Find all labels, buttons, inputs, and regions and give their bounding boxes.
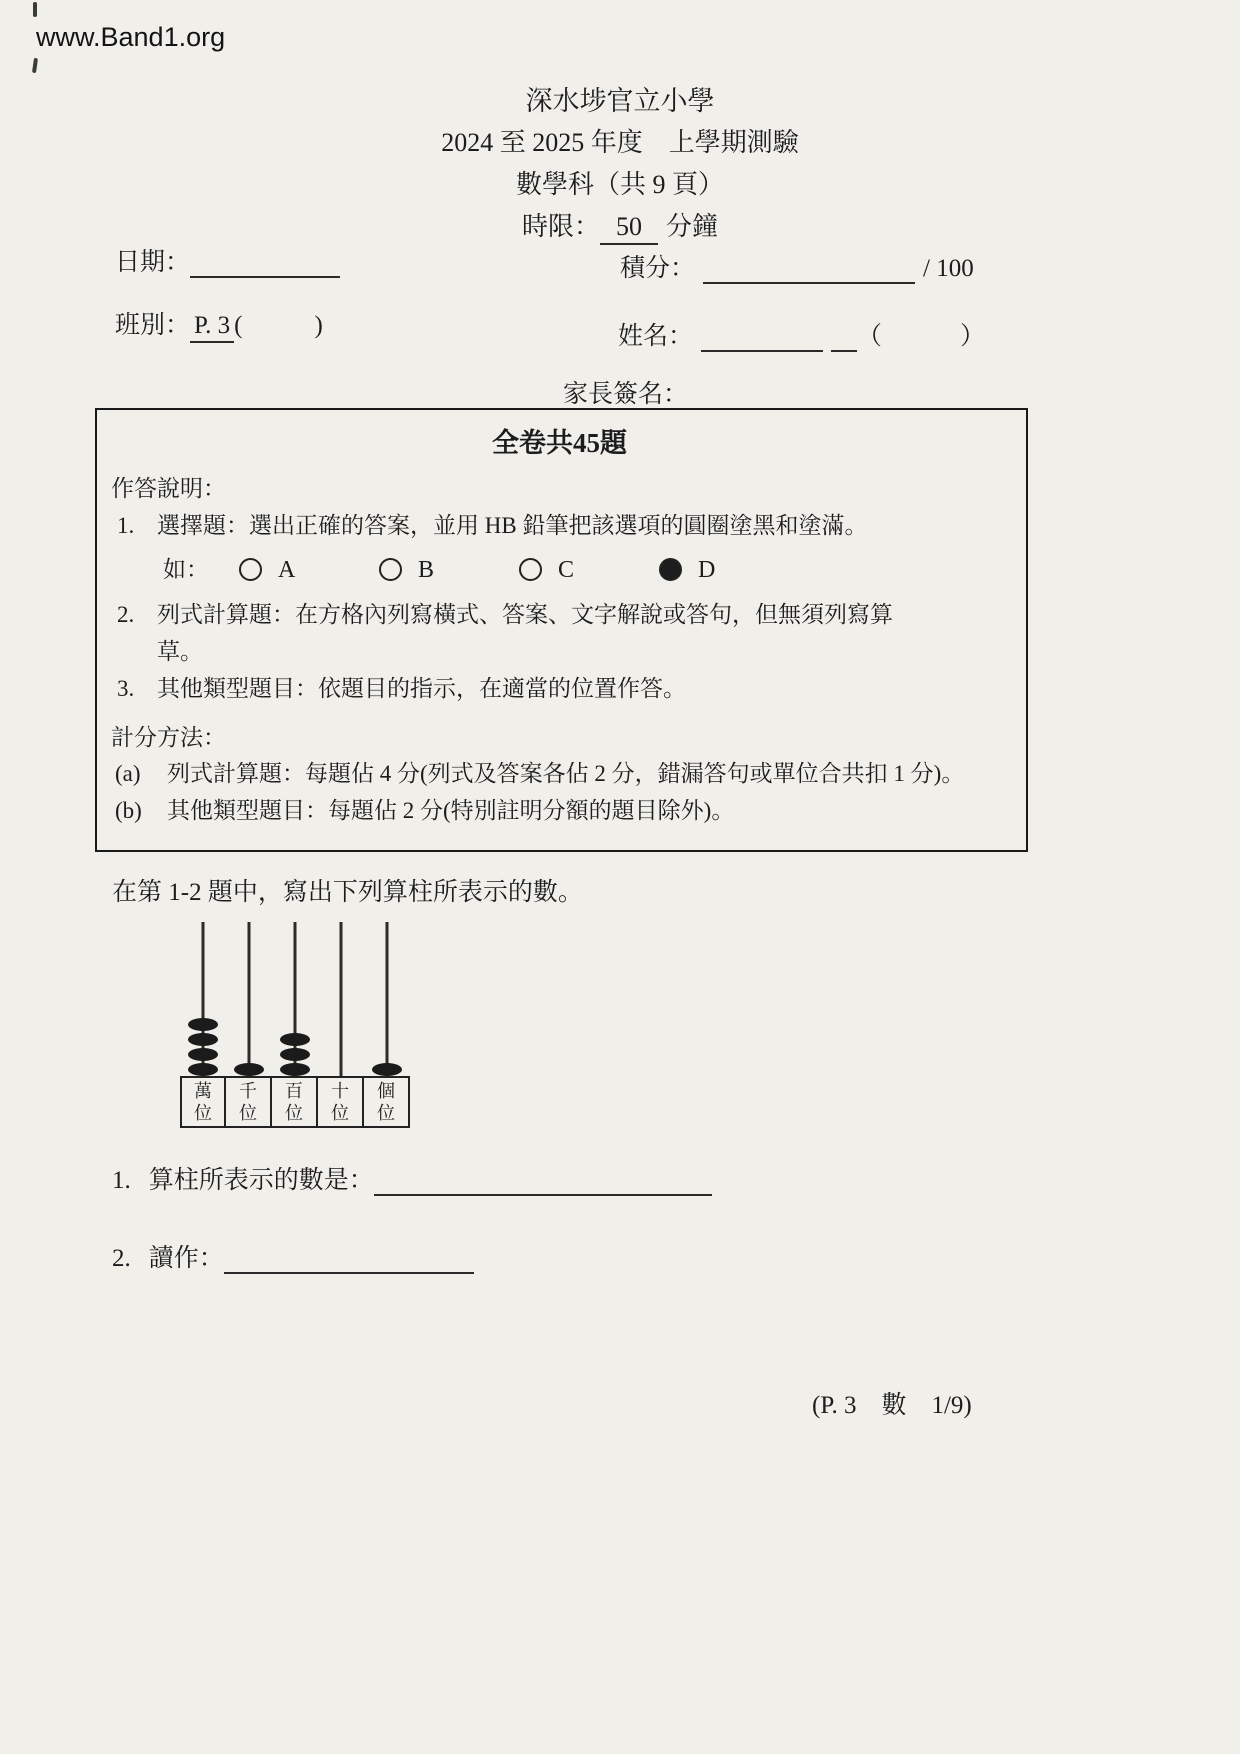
abacus-bead — [188, 1033, 218, 1046]
abacus-bead-stack — [364, 1061, 410, 1076]
choice-option — [519, 551, 659, 589]
abacus-rod — [272, 922, 318, 1128]
abacus-bead-stack — [226, 1061, 272, 1076]
time-limit-label: 時限： — [521, 212, 600, 241]
choice-bubble-icon — [519, 558, 542, 581]
instruction-item-2-text: 列式計算題：在方格內列寫橫式、答案、文字解說或答句，但無須列寫算草。 — [157, 602, 893, 664]
class-paren-close: ) — [314, 312, 323, 339]
scoring-item-a-num: (a) — [115, 761, 141, 787]
scan-artifact — [33, 2, 37, 17]
abacus-wire — [386, 922, 389, 1076]
name-blank[interactable] — [701, 324, 823, 352]
abacus-bead — [188, 1018, 218, 1031]
score-blank[interactable] — [703, 256, 915, 284]
instruction-item-3-text: 其他類型題目：依題目的指示，在適當的位置作答。 — [157, 675, 686, 701]
choice-option — [379, 551, 519, 589]
question-2-number: 2. — [112, 1245, 131, 1272]
abacus-bead — [234, 1063, 264, 1076]
abacus-wire — [248, 922, 251, 1076]
school-name: 深水埗官立小學 — [525, 86, 715, 116]
abacus-rod — [364, 922, 410, 1128]
question-1-text: 算柱所表示的數是： — [148, 1167, 374, 1194]
instruction-item-1-num: 1. — [117, 512, 135, 538]
score-total: / 100 — [923, 255, 974, 282]
abacus-bead — [280, 1063, 310, 1076]
abacus-bead — [280, 1033, 310, 1046]
class-field — [115, 305, 323, 341]
scoring-item-b — [111, 793, 1008, 830]
parent-signature-field — [563, 374, 974, 410]
date-blank[interactable] — [190, 250, 340, 278]
name-paren-close: ） — [960, 323, 986, 350]
year-term-line: 2024 至 2025 年度 上學期測驗 — [441, 128, 799, 157]
choice-bubble-filled-icon — [659, 558, 682, 581]
choice-label: D — [698, 556, 716, 583]
class-paren-open: ( — [234, 312, 243, 339]
name-label: 姓名： — [618, 323, 694, 350]
choice-label: B — [418, 556, 435, 583]
abacus-bead-stack — [180, 1016, 226, 1076]
section-intro: 在第 1-2 題中，寫出下列算柱所表示的數。 — [112, 879, 583, 906]
choice-bubble-icon — [379, 558, 402, 581]
question-2-text: 讀作： — [148, 1245, 224, 1272]
scoring-item-b-text: 其他類型題目：每題佔 2 分(特別註明分額的題目除外)。 — [167, 798, 735, 824]
choice-option — [659, 551, 799, 589]
parent-signature-label: 家長簽名： — [563, 381, 689, 408]
watermark: www.Band1.org — [36, 22, 226, 52]
question-2-answer-blank[interactable] — [224, 1246, 474, 1274]
abacus-place-label: 百 位 — [272, 1076, 318, 1128]
abacus-bead — [188, 1048, 218, 1061]
score-field — [620, 248, 974, 284]
scoring-method-heading: 計分方法： — [111, 724, 226, 750]
total-questions-title: 全卷共45題 — [492, 428, 627, 458]
abacus-rod — [226, 922, 272, 1128]
time-limit-value: 50 — [600, 212, 658, 245]
abacus-rod — [180, 922, 226, 1128]
paper-header — [0, 80, 1240, 248]
abacus — [180, 922, 410, 1128]
abacus-bead — [372, 1063, 402, 1076]
page-footer: (P. 3 數 1/9) — [812, 1392, 972, 1419]
class-value: P. 3 — [190, 312, 234, 343]
subject-line: 數學科（共 9 頁） — [515, 170, 724, 199]
choice-label: C — [558, 556, 575, 583]
date-label: 日期： — [115, 249, 191, 276]
instruction-item-2 — [111, 597, 1008, 671]
instructions-box — [95, 408, 1028, 852]
name-paren-open: （ — [857, 323, 883, 350]
choice-option — [239, 551, 379, 589]
abacus-place-label: 個 位 — [364, 1076, 410, 1128]
time-limit-unit: 分鐘 — [666, 212, 719, 241]
question-1-answer-blank[interactable] — [374, 1168, 712, 1196]
choice-label: A — [278, 556, 296, 583]
date-field — [115, 242, 340, 278]
scoring-item-b-num: (b) — [115, 798, 142, 824]
choice-bubble-icon — [239, 558, 262, 581]
answer-instructions-heading: 作答說明： — [111, 476, 226, 502]
abacus-bead — [280, 1048, 310, 1061]
example-label: 如： — [163, 556, 209, 582]
name-field — [618, 316, 985, 352]
abacus-place-label: 萬 位 — [180, 1076, 226, 1128]
scan-artifact — [32, 58, 38, 73]
name-short-blank[interactable] — [831, 324, 857, 352]
instruction-item-3-num: 3. — [117, 675, 135, 701]
instruction-item-2-num: 2. — [117, 602, 135, 628]
abacus-wire — [340, 922, 343, 1076]
question-2 — [112, 1238, 474, 1274]
instruction-item-1-text: 選擇題：選出正確的答案，並用 HB 鉛筆把該選項的圓圈塗黑和塗滿。 — [157, 512, 868, 538]
parent-signature-blank[interactable] — [696, 382, 974, 410]
abacus-bead — [188, 1063, 218, 1076]
score-label: 積分： — [620, 255, 696, 282]
choices-example — [163, 551, 1008, 589]
choices-row — [239, 551, 799, 589]
class-label: 班別： — [115, 312, 191, 339]
abacus-rod — [318, 922, 364, 1128]
question-1 — [112, 1160, 712, 1196]
scoring-item-a-text: 列式計算題：每題佔 4 分(列式及答案各佔 2 分，錯漏答句或單位合共扣 1 分)。 — [167, 761, 965, 787]
instruction-item-1 — [111, 508, 1008, 545]
question-1-number: 1. — [112, 1167, 131, 1194]
instruction-item-3 — [111, 671, 1008, 708]
abacus-place-label: 千 位 — [226, 1076, 272, 1128]
abacus-bead-stack — [272, 1031, 318, 1076]
scoring-item-a — [111, 756, 1008, 793]
abacus-place-label: 十 位 — [318, 1076, 364, 1128]
